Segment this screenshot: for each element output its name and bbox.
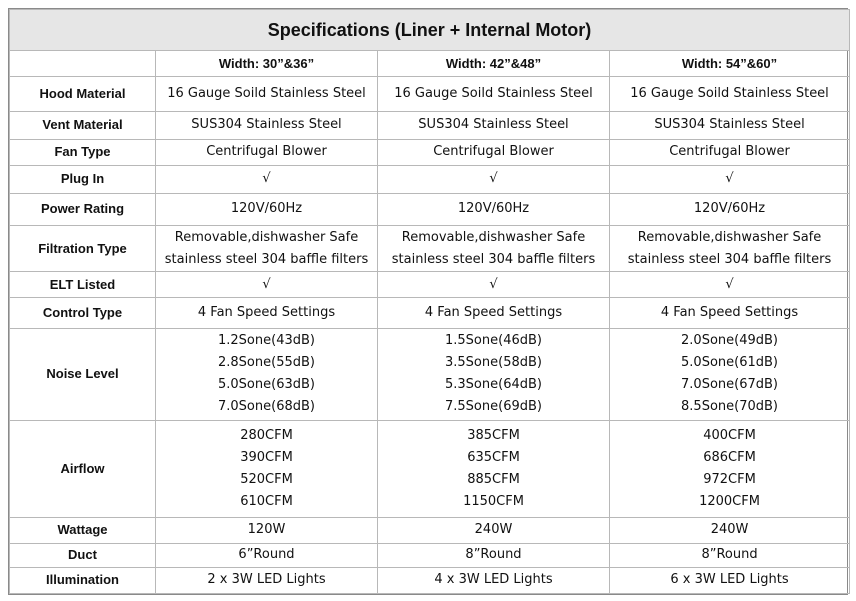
table-cell <box>378 165 610 193</box>
cell-line: Removable,dishwasher Safe <box>637 229 822 245</box>
cell-line: 5.0Sone(61dB) <box>681 355 779 371</box>
cell-line: 686CFM <box>703 449 756 465</box>
cell-line: 2.0Sone(49dB) <box>681 333 779 349</box>
cell-line: stainless steel 304 baffle filters <box>391 251 596 267</box>
cell-line: 400CFM <box>703 427 756 443</box>
cell-line: √ <box>262 276 271 292</box>
cell-line: 885CFM <box>467 471 520 487</box>
table-cell <box>610 272 850 298</box>
cell-line: Removable,dishwasher Safe <box>401 229 586 245</box>
cell-line: 4 x 3W LED Lights <box>434 572 553 588</box>
table-cell <box>378 421 610 517</box>
row-label: Duct <box>10 543 156 567</box>
table-cell <box>156 298 378 328</box>
row-label: Airflow <box>10 421 156 517</box>
table-cell <box>610 298 850 328</box>
cell-line: Removable,dishwasher Safe <box>174 229 359 245</box>
table-cell <box>378 139 610 165</box>
column-header-42-48: Width: 42”&48” <box>378 51 610 77</box>
spec-table <box>9 9 850 594</box>
table-cell <box>156 272 378 298</box>
cell-line: 635CFM <box>467 449 520 465</box>
cell-line: 390CFM <box>240 449 293 465</box>
cell-line: 2 x 3W LED Lights <box>207 572 326 588</box>
table-row <box>10 517 850 543</box>
table-cell <box>610 328 850 420</box>
cell-line: 1150CFM <box>463 493 524 509</box>
table-row <box>10 77 850 111</box>
table-title: Specifications (Liner + Internal Motor) <box>10 10 850 51</box>
cell-line: 1.2Sone(43dB) <box>218 333 315 349</box>
cell-line: 8”Round <box>465 547 522 563</box>
cell-line: 4 Fan Speed Settings <box>197 304 336 320</box>
table-cell <box>378 193 610 225</box>
header-corner <box>10 51 156 77</box>
cell-line: stainless steel 304 baffle filters <box>627 251 832 267</box>
cell-line: 16 Gauge Soild Stainless Steel <box>630 85 829 101</box>
cell-line: √ <box>489 171 498 187</box>
table-cell <box>156 111 378 139</box>
row-label: Power Rating <box>10 193 156 225</box>
cell-line: SUS304 Stainless Steel <box>191 117 342 133</box>
cell-line: 6 x 3W LED Lights <box>670 572 789 588</box>
cell-line: 385CFM <box>467 427 520 443</box>
cell-line: √ <box>725 276 734 292</box>
cell-line: 5.0Sone(63dB) <box>218 377 315 393</box>
row-label: Plug In <box>10 165 156 193</box>
table-row <box>10 543 850 567</box>
row-label: Noise Level <box>10 328 156 420</box>
column-header-54-60: Width: 54”&60” <box>610 51 850 77</box>
table-cell <box>610 421 850 517</box>
table-cell <box>378 272 610 298</box>
cell-line: 16 Gauge Soild Stainless Steel <box>167 85 366 101</box>
row-label: Control Type <box>10 298 156 328</box>
cell-line: √ <box>725 171 734 187</box>
table-cell <box>156 139 378 165</box>
table-cell <box>378 567 610 593</box>
table-row <box>10 139 850 165</box>
cell-line: 120W <box>247 522 286 538</box>
cell-line: 520CFM <box>240 471 293 487</box>
table-cell <box>156 328 378 420</box>
cell-line: Centrifugal Blower <box>669 144 790 160</box>
cell-line: Centrifugal Blower <box>206 144 327 160</box>
table-cell <box>156 165 378 193</box>
cell-line: 1200CFM <box>699 493 760 509</box>
cell-line: 7.0Sone(68dB) <box>218 399 315 415</box>
table-cell <box>156 567 378 593</box>
cell-line: SUS304 Stainless Steel <box>418 117 569 133</box>
table-row <box>10 272 850 298</box>
row-label: ELT Listed <box>10 272 156 298</box>
cell-line: 240W <box>474 522 513 538</box>
cell-line: 4 Fan Speed Settings <box>660 304 799 320</box>
table-row <box>10 111 850 139</box>
table-cell <box>610 226 850 272</box>
cell-line: 7.0Sone(67dB) <box>681 377 779 393</box>
table-cell <box>610 139 850 165</box>
cell-line: 280CFM <box>240 427 293 443</box>
table-row <box>10 328 850 420</box>
table-cell <box>610 77 850 111</box>
cell-line: 3.5Sone(58dB) <box>445 355 542 371</box>
row-label: Vent Material <box>10 111 156 139</box>
row-label: Filtration Type <box>10 226 156 272</box>
cell-line: 5.3Sone(64dB) <box>445 377 542 393</box>
cell-line: 2.8Sone(55dB) <box>218 355 315 371</box>
cell-line: 120V/60Hz <box>693 201 766 217</box>
header-row <box>10 51 850 77</box>
table-cell <box>156 517 378 543</box>
row-label: Fan Type <box>10 139 156 165</box>
table-row <box>10 298 850 328</box>
table-row <box>10 193 850 225</box>
table-cell <box>610 111 850 139</box>
table-cell <box>378 77 610 111</box>
cell-line: SUS304 Stainless Steel <box>654 117 805 133</box>
table-cell <box>378 298 610 328</box>
table-cell <box>378 517 610 543</box>
cell-line: √ <box>262 171 271 187</box>
table-cell <box>156 421 378 517</box>
cell-line: 610CFM <box>240 493 293 509</box>
table-row <box>10 421 850 517</box>
table-cell <box>610 165 850 193</box>
table-cell <box>610 543 850 567</box>
cell-line: 8.5Sone(70dB) <box>681 399 779 415</box>
cell-line: stainless steel 304 baffle filters <box>164 251 369 267</box>
cell-line: Centrifugal Blower <box>433 144 554 160</box>
table-cell <box>378 111 610 139</box>
cell-line: 4 Fan Speed Settings <box>424 304 563 320</box>
row-label: Illumination <box>10 567 156 593</box>
table-cell <box>610 517 850 543</box>
cell-line: 120V/60Hz <box>457 201 530 217</box>
table-cell <box>156 226 378 272</box>
table-row <box>10 226 850 272</box>
cell-line: 120V/60Hz <box>230 201 303 217</box>
row-label: Hood Material <box>10 77 156 111</box>
table-cell <box>156 193 378 225</box>
cell-line: 240W <box>710 522 749 538</box>
table-row <box>10 567 850 593</box>
cell-line: 16 Gauge Soild Stainless Steel <box>394 85 593 101</box>
table-cell <box>156 543 378 567</box>
table-cell <box>610 193 850 225</box>
table-cell <box>378 226 610 272</box>
table-cell <box>378 543 610 567</box>
title-row <box>10 10 850 51</box>
row-label: Wattage <box>10 517 156 543</box>
cell-line: 6”Round <box>238 547 295 563</box>
cell-line: √ <box>489 276 498 292</box>
cell-line: 1.5Sone(46dB) <box>445 333 542 349</box>
column-header-30-36: Width: 30”&36” <box>156 51 378 77</box>
table-row <box>10 165 850 193</box>
cell-line: 7.5Sone(69dB) <box>445 399 542 415</box>
spec-table-frame <box>8 8 848 595</box>
table-cell <box>378 328 610 420</box>
cell-line: 8”Round <box>701 547 758 563</box>
cell-line: 972CFM <box>703 471 756 487</box>
table-cell <box>610 567 850 593</box>
table-cell <box>156 77 378 111</box>
